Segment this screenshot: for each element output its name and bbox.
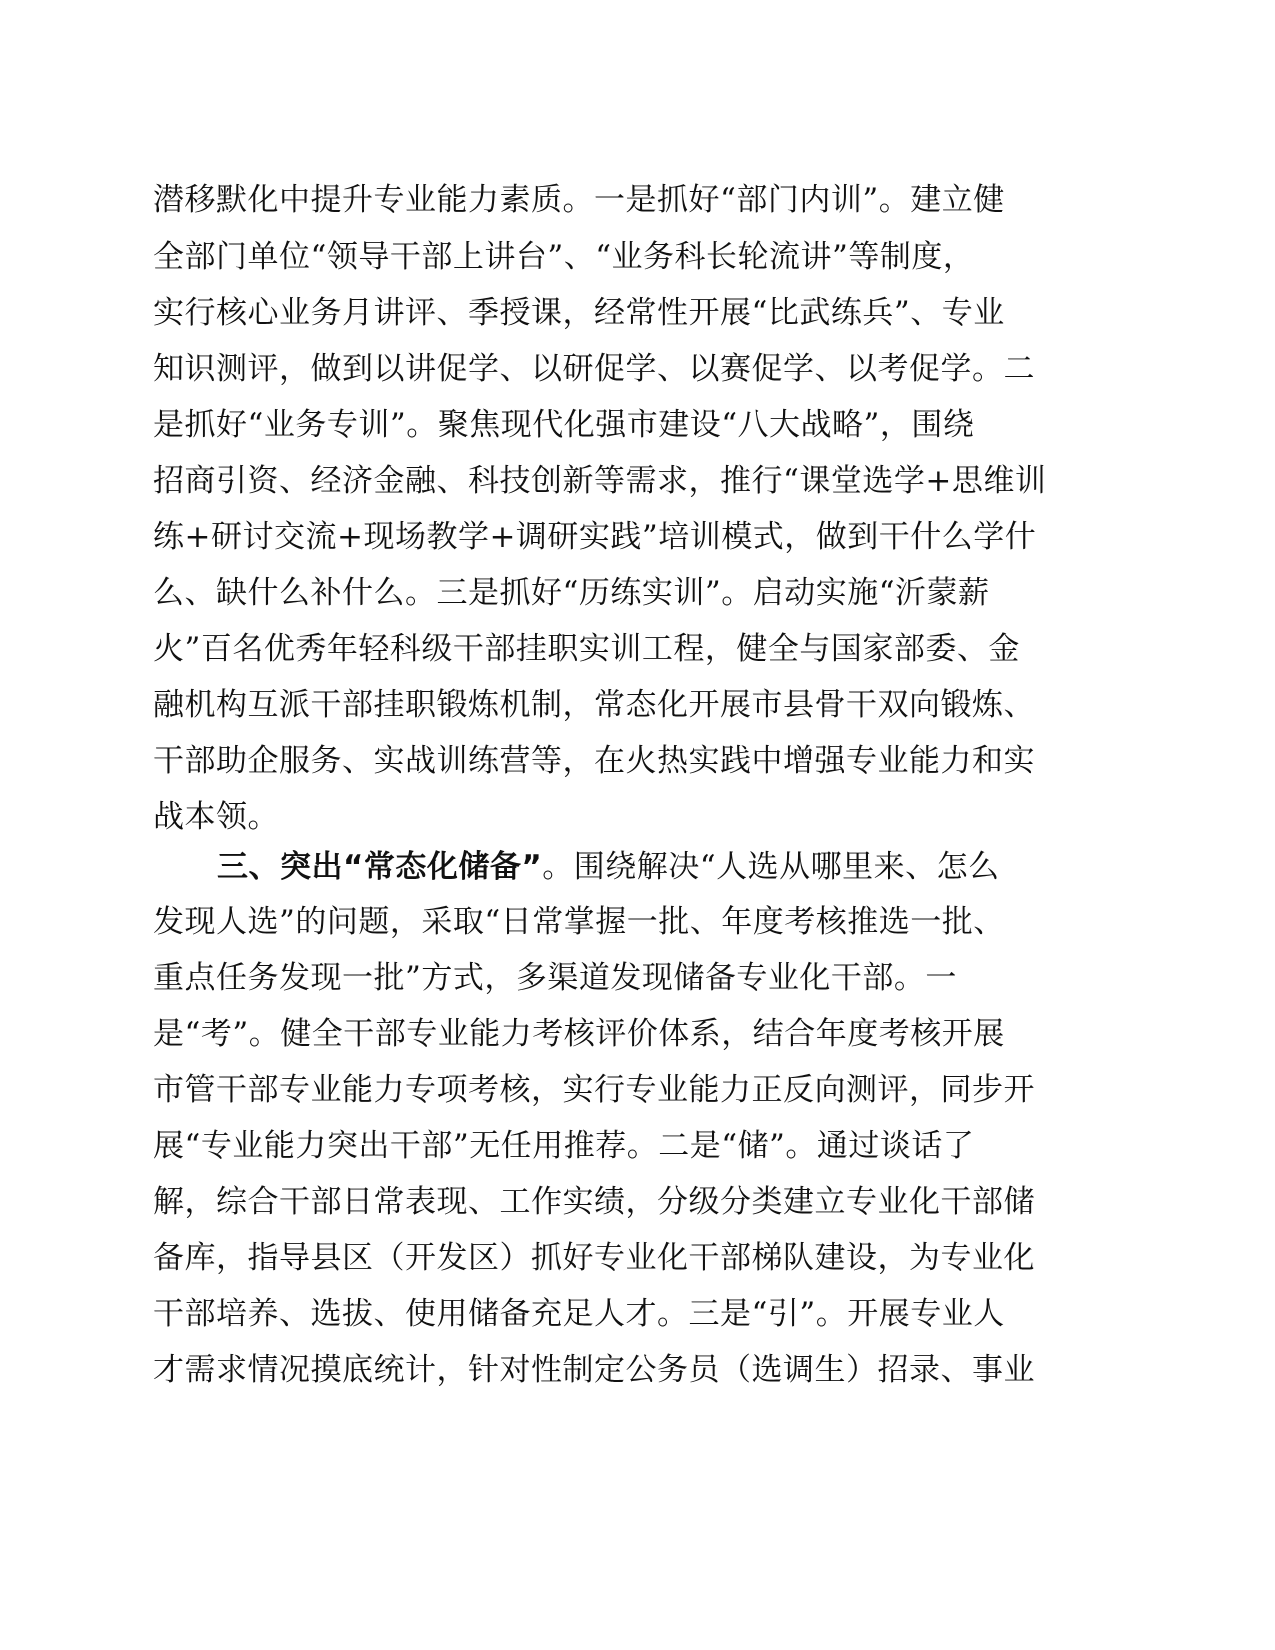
paragraph-b-line-6: 展“专业能力突出干部”无任用推荐。二是“储”。通过谈话了 [153, 1128, 975, 1164]
paragraph-b-line-1 [217, 838, 1000, 896]
paragraph-b-line-10: 才需求情况摸底统计，针对性制定公务员（选调生）招录、事业 [153, 1352, 1035, 1388]
paragraph-a-line-6: 招商引资、经济金融、科技创新等需求，推行“课堂选学+思维训 [153, 463, 1047, 499]
section-heading: 三、突出“常态化储备” [217, 849, 543, 885]
paragraph-b-line-7: 解，综合干部日常表现、工作实绩，分级分类建立专业化干部储 [153, 1184, 1035, 1220]
paragraph-b-line-9: 干部培养、选拔、使用储备充足人才。三是“引”。开展专业人 [153, 1296, 1005, 1332]
paragraph-a-line-10: 融机构互派干部挂职锻炼机制，常态化开展市县骨干双向锻炼、 [153, 687, 1035, 723]
section-heading-continuation: 。围绕解决“人选从哪里来、怎么 [542, 849, 1000, 885]
paragraph-b-line-3: 重点任务发现一批”方式，多渠道发现储备专业化干部。一 [153, 960, 957, 996]
paragraph-b-line-4: 是“考”。健全干部专业能力考核评价体系，结合年度考核开展 [153, 1016, 1005, 1052]
paragraph-a-line-1: 潜移默化中提升专业能力素质。一是抓好“部门内训”。建立健 [153, 182, 1005, 218]
paragraph-b-line-8: 备库，指导县区（开发区）抓好专业化干部梯队建设，为专业化 [153, 1240, 1035, 1276]
paragraph-b-line-2: 发现人选”的问题，采取“日常掌握一批、年度考核推选一批、 [153, 904, 1005, 940]
paragraph-a-line-8: 么、缺什么补什么。三是抓好“历练实训”。启动实施“沂蒙薪 [153, 575, 990, 611]
paragraph-a-line-2: 全部门单位“领导干部上讲台”、“业务科长轮流讲”等制度， [153, 239, 975, 275]
paragraph-a-line-11: 干部助企服务、实战训练营等，在火热实践中增强专业能力和实 [153, 743, 1035, 779]
paragraph-a-line-12: 战本领。 [153, 799, 279, 835]
paragraph-a-line-4: 知识测评，做到以讲促学、以研促学、以赛促学、以考促学。二 [153, 351, 1035, 387]
paragraph-a-line-7: 练+研讨交流+现场教学+调研实践”培训模式，做到干什么学什 [153, 519, 1037, 555]
paragraph-a-line-3: 实行核心业务月讲评、季授课，经常性开展“比武练兵”、专业 [153, 295, 1005, 331]
paragraph-b-line-5: 市管干部专业能力专项考核，实行专业能力正反向测评，同步开 [153, 1072, 1035, 1108]
paragraph-a-line-5: 是抓好“业务专训”。聚焦现代化强市建设“八大战略”，围绕 [153, 407, 975, 443]
paragraph-a-line-9: 火”百名优秀年轻科级干部挂职实训工程，健全与国家部委、金 [153, 631, 1020, 667]
